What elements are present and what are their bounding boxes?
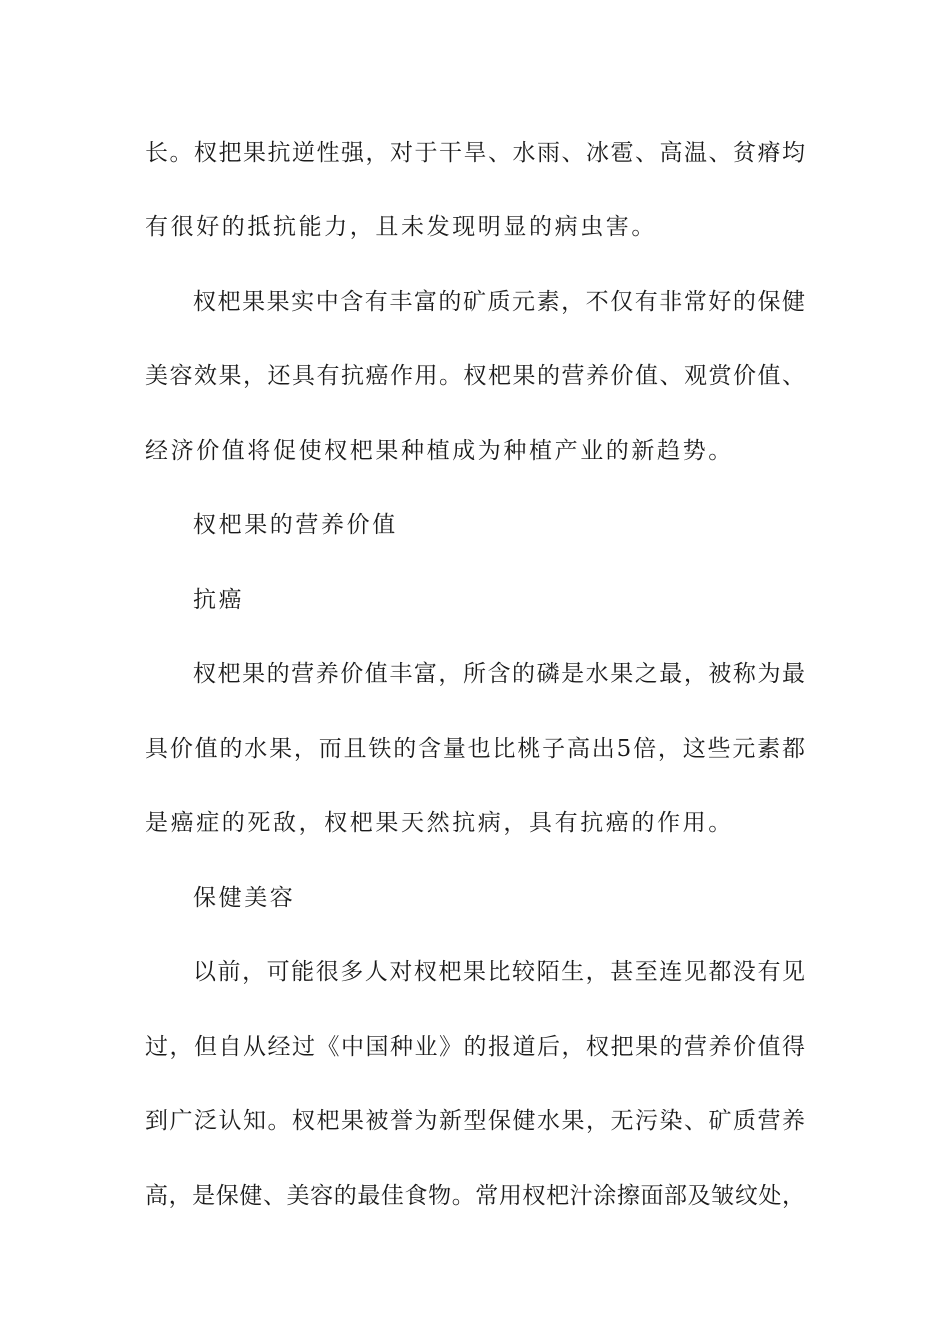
sub-heading: 抗癌 — [193, 587, 245, 613]
text-line: 以前，可能很多人对杈杷果比较陌生，甚至连见都没有见 — [193, 959, 805, 985]
text-line: 经济价值将促使杈杷果种植成为种植产业的新趋势。 — [145, 438, 734, 464]
text-line: 高，是保健、美容的最佳食物。常用杈杷汁涂擦面部及皱纹处， — [145, 1183, 805, 1209]
text-line: 具价值的水果，而且铁的含量也比桃子高出5倍，这些元素都 — [145, 736, 805, 762]
text-line: 到广泛认知。杈杷果被誉为新型保健水果，无污染、矿质营养 — [145, 1108, 805, 1134]
text-line: 杈杷果果实中含有丰富的矿质元素，不仅有非常好的保健 — [193, 289, 805, 315]
section-heading: 杈杷果的营养价值 — [193, 512, 398, 538]
text-line: 杈杷果的营养价值丰富，所含的磷是水果之最，被称为最 — [193, 661, 805, 687]
text-line: 有很好的抵抗能力，且未发现明显的病虫害。 — [145, 214, 657, 240]
sub-heading: 保健美容 — [193, 885, 296, 911]
text-line: 美容效果，还具有抗癌作用。杈杷果的营养价值、观赏价值、 — [145, 363, 805, 389]
text-line: 过，但自从经过《中国种业》的报道后，杈把果的营养价值得 — [145, 1034, 805, 1060]
text-line: 是癌症的死敌，杈杷果天然抗病，具有抗癌的作用。 — [145, 810, 734, 836]
text-line: 长。杈把果抗逆性强，对于干旱、水雨、冰雹、高温、贫瘠均 — [145, 140, 805, 166]
